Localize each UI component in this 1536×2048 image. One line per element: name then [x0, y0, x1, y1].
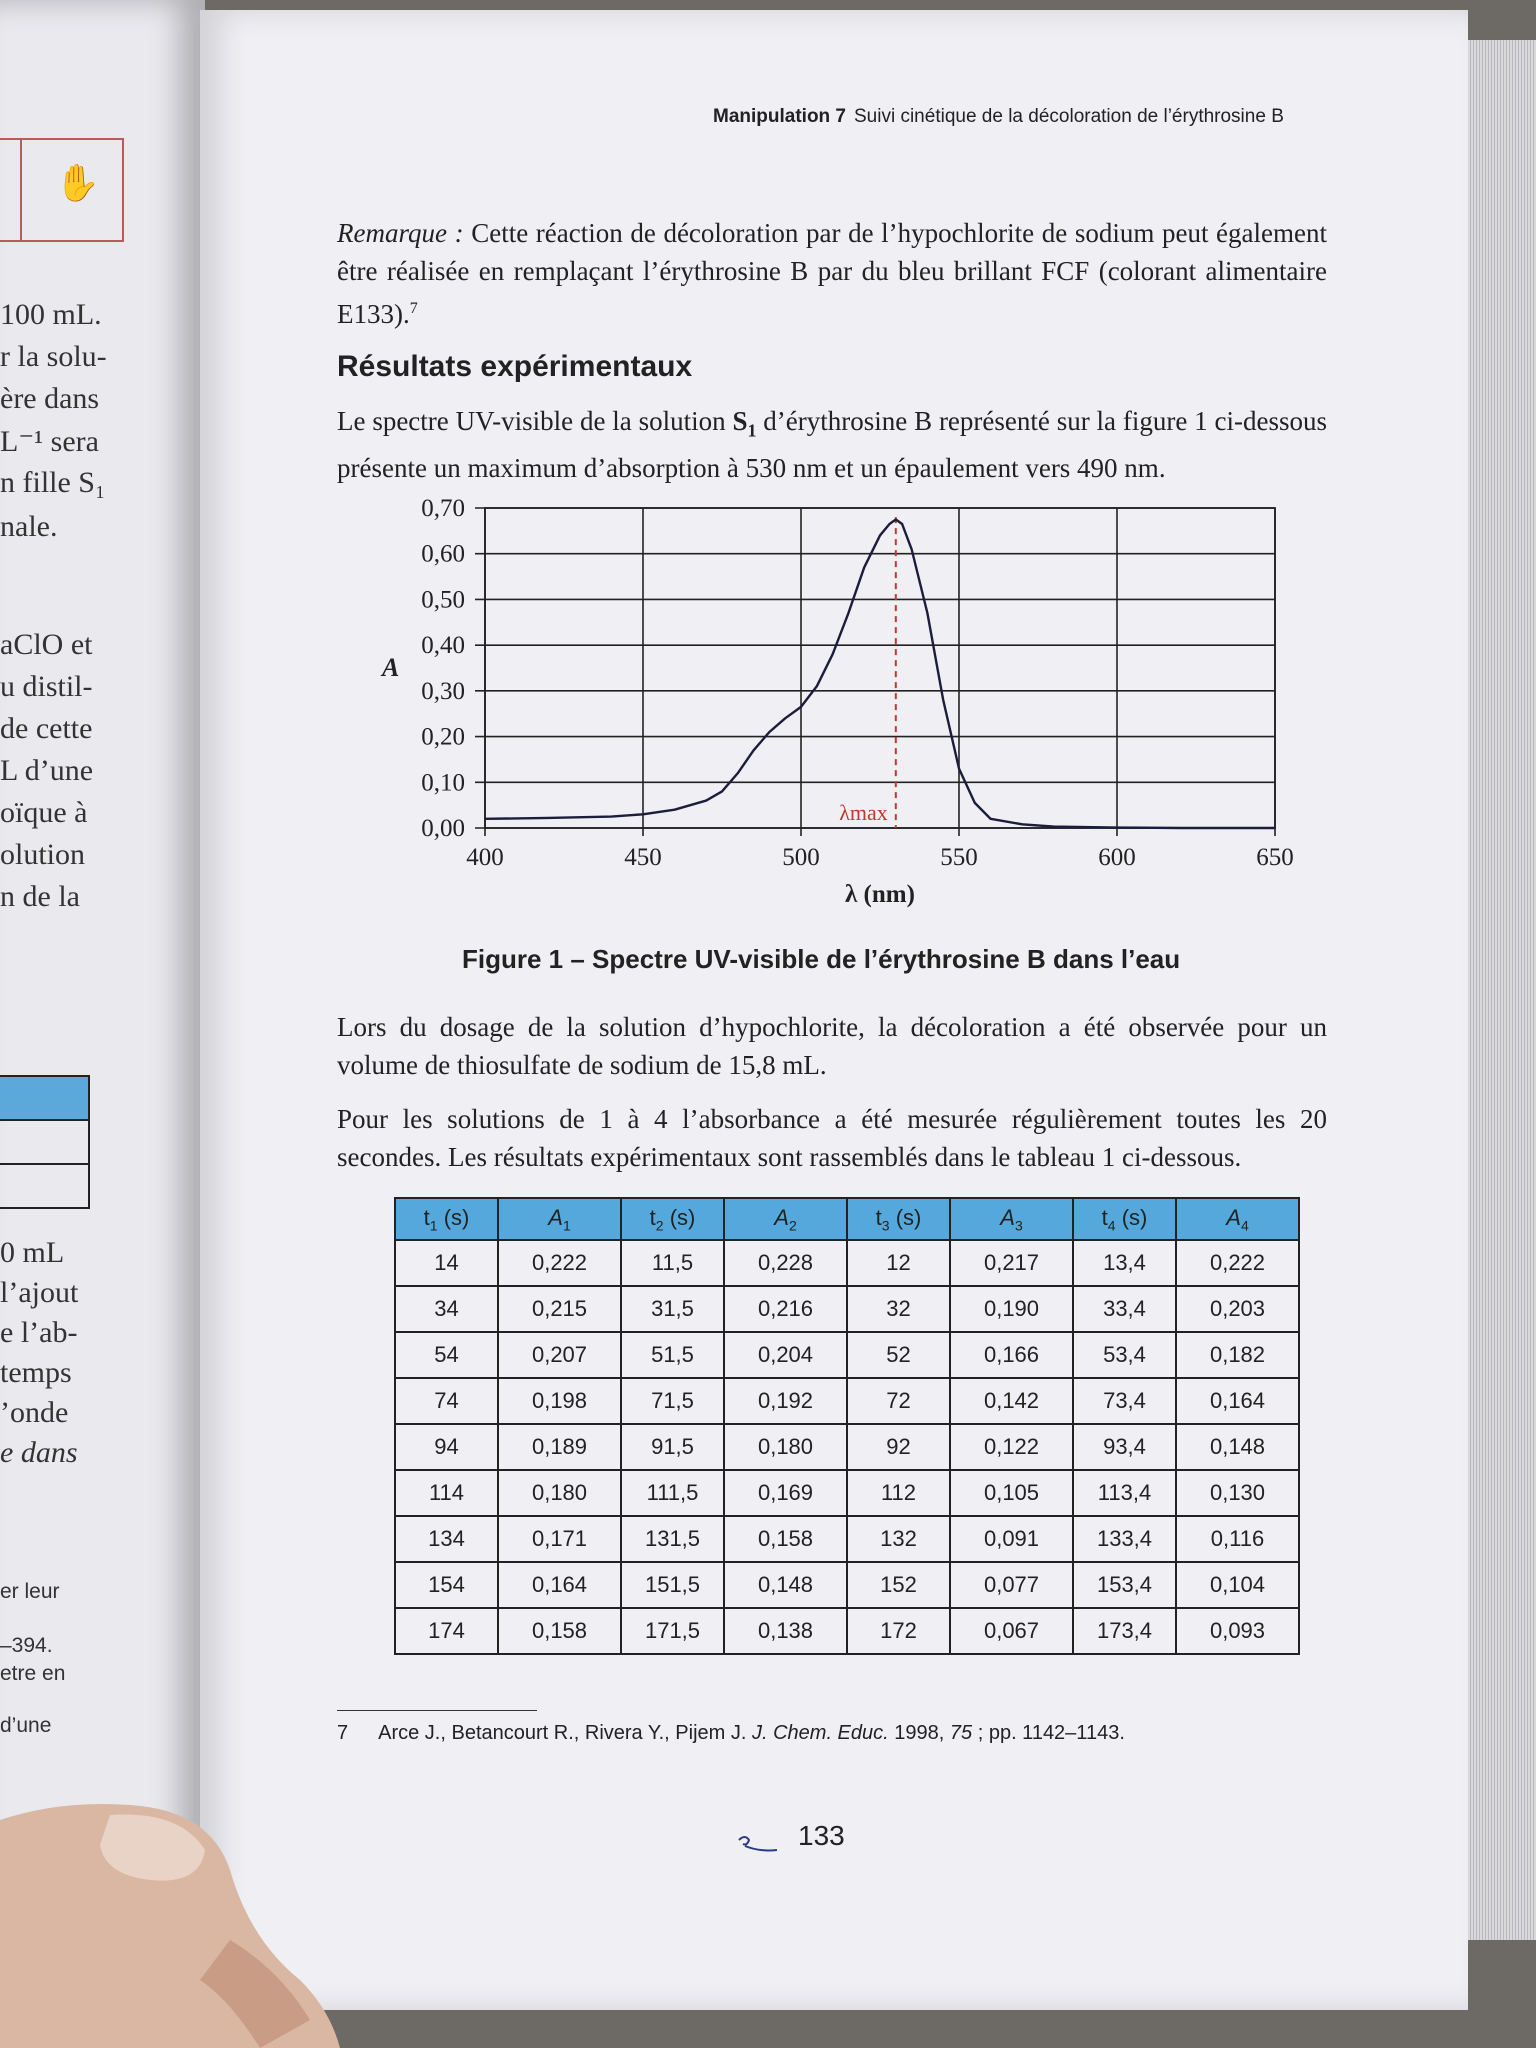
table-cell: 0,148 — [1176, 1424, 1299, 1470]
table-cell: 0,222 — [1176, 1240, 1299, 1286]
y-tick-label: 0,10 — [421, 769, 465, 797]
paragraph-absorbance: Pour les solutions de 1 à 4 l’absorbance a été mesurée régulièrement toutes les 20 secondes. Les résultats expérimentaux sont rassemblés dans le tableau 1 ci-dessous. — [337, 1104, 1327, 1172]
table-cell: 94 — [395, 1424, 498, 1470]
table-cell: 0,222 — [498, 1240, 621, 1286]
left-page-footnote-line: d’une — [0, 1714, 52, 1737]
table-cell: 0,204 — [724, 1332, 847, 1378]
left-page-line: aClO et — [0, 628, 93, 661]
table-cell: 153,4 — [1073, 1562, 1176, 1608]
left-page-table-fragment — [0, 1075, 90, 1209]
y-axis-label: A — [382, 653, 400, 682]
table-cell: 173,4 — [1073, 1608, 1176, 1654]
table-cell: 114 — [395, 1470, 498, 1516]
table-cell: 0,091 — [950, 1516, 1073, 1562]
table-cell: 0,217 — [950, 1240, 1073, 1286]
table-cell: 0,180 — [498, 1470, 621, 1516]
table-cell: 133,4 — [1073, 1516, 1176, 1562]
table-cell: 0,142 — [950, 1378, 1073, 1424]
footnote-volume: 75 — [949, 1722, 973, 1744]
results-table — [394, 1197, 1300, 1655]
paragraph-dosage: Lors du dosage de la solution d’hypochlorite, la décoloration a été observée pour un volume de thiosulfate de sodium de 15,8 mL. — [337, 1012, 1327, 1080]
intro-paragraph — [337, 402, 1327, 487]
table-cell: 0,192 — [724, 1378, 847, 1424]
table-cell: 93,4 — [1073, 1424, 1176, 1470]
table-cell: 0,105 — [950, 1470, 1073, 1516]
left-page-line: de cette — [0, 712, 93, 745]
left-page-line: l’ajout — [0, 1276, 79, 1309]
table-cell: 0,190 — [950, 1286, 1073, 1332]
x-axis-label: λ (nm) — [845, 881, 915, 908]
table-body — [395, 1240, 1299, 1654]
intro-sample: $S_1$ — [732, 406, 757, 441]
left-page-line: n fille S₁ — [0, 466, 106, 499]
table-row — [395, 1562, 1299, 1608]
table-cell: 32 — [847, 1286, 950, 1332]
table-cell: 0,077 — [950, 1562, 1073, 1608]
page-number: 133 — [798, 1820, 845, 1851]
x-tick-label: 550 — [940, 844, 978, 871]
table-cell: 0,198 — [498, 1378, 621, 1424]
table-cell: 171,5 — [621, 1608, 724, 1654]
x-tick-label: 500 — [782, 844, 820, 871]
table-header-cell: $A_2$ — [724, 1198, 847, 1240]
footnote-rule — [337, 1710, 537, 1711]
table-cell: 0,158 — [498, 1608, 621, 1654]
table-cell: 72 — [847, 1378, 950, 1424]
table-header-cell: $A_1$ — [498, 1198, 621, 1240]
table-cell: 134 — [395, 1516, 498, 1562]
table-cell: 91,5 — [621, 1424, 724, 1470]
thumb — [0, 1780, 340, 2048]
left-page-footnote-line: er leur — [0, 1580, 60, 1603]
footnote — [337, 1722, 1125, 1745]
table-cell: 92 — [847, 1424, 950, 1470]
y-tick-label: 0,30 — [421, 677, 465, 705]
table-cell: 0,158 — [724, 1516, 847, 1562]
table-cell: 34 — [395, 1286, 498, 1332]
table-row — [395, 1470, 1299, 1516]
table-row — [395, 1608, 1299, 1654]
table-cell: 11,5 — [621, 1240, 724, 1286]
footnote-pages: ; pp. 1142–1143. — [977, 1722, 1125, 1744]
table-header-cell: $A_4$ — [1176, 1198, 1299, 1240]
table-row — [395, 1240, 1299, 1286]
left-page-line: L d’une — [0, 754, 94, 787]
table-cell: 0,067 — [950, 1608, 1073, 1654]
table-cell: 0,104 — [1176, 1562, 1299, 1608]
table-cell: 0,171 — [498, 1516, 621, 1562]
table-header-row — [395, 1198, 1299, 1240]
remarque-text: Cette réaction de décoloration par de l’hypochlorite de sodium peut également être réalisée en remplaçant l’érythrosine B par du bleu brillant FCF (colorant alimentaire E133). — [337, 218, 1328, 329]
intro-after: d’érythrosine B représenté sur la figure 1 ci-dessous présente un maximum d’absorption à 530 nm et un épaulement vers 490 nm. — [337, 406, 1327, 484]
x-tick-label: 400 — [466, 844, 504, 871]
header-title: Suivi cinétique de la décoloration de l’érythrosine B — [854, 106, 1284, 127]
left-page — [0, 0, 205, 2048]
table-cell: 52 — [847, 1332, 950, 1378]
table-cell: 0,180 — [724, 1424, 847, 1470]
table-cell: 112 — [847, 1470, 950, 1516]
remarque-paragraph — [337, 214, 1327, 333]
running-header — [713, 106, 1284, 128]
table-row — [395, 1516, 1299, 1562]
table-cell: 152 — [847, 1562, 950, 1608]
table-cell: 0,116 — [1176, 1516, 1299, 1562]
table-cell: 0,148 — [724, 1562, 847, 1608]
left-page-line: nale. — [0, 510, 58, 543]
table-cell: 0,122 — [950, 1424, 1073, 1470]
table-cell: 0,207 — [498, 1332, 621, 1378]
left-page-line: r la solu- — [0, 340, 107, 373]
left-page-line: oïque à — [0, 796, 88, 829]
table-row — [395, 1286, 1299, 1332]
table-header-cell: $t_3$ (s) — [847, 1198, 950, 1240]
hand-icon: ✋ — [55, 163, 100, 203]
table-cell: 0,164 — [498, 1562, 621, 1608]
table-cell: 14 — [395, 1240, 498, 1286]
lambda-max-label: λmax — [839, 800, 888, 825]
table-cell: 74 — [395, 1378, 498, 1424]
left-page-line: u distil- — [0, 670, 93, 703]
table-row — [395, 1332, 1299, 1378]
pen-mark — [735, 1832, 780, 1854]
table-cell: 71,5 — [621, 1378, 724, 1424]
y-tick-label: 0,60 — [421, 540, 465, 568]
y-tick-label: 0,20 — [421, 723, 465, 751]
plot-frame — [485, 508, 1275, 828]
table-cell: 172 — [847, 1608, 950, 1654]
left-page-line: e dans — [0, 1436, 78, 1469]
x-tick-label: 650 — [1256, 844, 1294, 871]
table-cell: 0,166 — [950, 1332, 1073, 1378]
left-page-line: 0 mL — [0, 1236, 65, 1269]
table-cell: 54 — [395, 1332, 498, 1378]
left-page-line: ’onde — [0, 1396, 69, 1429]
left-page-line: L⁻¹ sera — [0, 425, 99, 458]
table-cell: 12 — [847, 1240, 950, 1286]
left-page-line: e l’ab- — [0, 1316, 78, 1349]
table-cell: 0,164 — [1176, 1378, 1299, 1424]
left-page-line: temps — [0, 1356, 72, 1389]
table-cell: 0,138 — [724, 1608, 847, 1654]
header-manipulation: Manipulation 7 — [713, 106, 846, 127]
table-cell: 0,093 — [1176, 1608, 1299, 1654]
table-cell: 13,4 — [1073, 1240, 1176, 1286]
table-cell: 0,169 — [724, 1470, 847, 1516]
left-page-footnote-line: –394. — [0, 1634, 53, 1657]
table-cell: 113,4 — [1073, 1470, 1176, 1516]
table-cell: 0,130 — [1176, 1470, 1299, 1516]
footnote-authors: Arce J., Betancourt R., Rivera Y., Pijem J. — [378, 1722, 747, 1744]
figure-caption: Figure 1 – Spectre UV-visible de l’érythrosine B dans l’eau — [462, 944, 1181, 974]
table-cell: 0,228 — [724, 1240, 847, 1286]
table-cell: 111,5 — [621, 1470, 724, 1516]
x-tick-label: 600 — [1098, 844, 1136, 871]
footnote-year: 1998, — [894, 1722, 945, 1744]
left-page-footnote-line: etre en — [0, 1662, 66, 1685]
table-row — [395, 1424, 1299, 1470]
y-tick-label: 0,70 — [421, 495, 465, 522]
left-page-line: n de la — [0, 880, 80, 913]
table-cell: 0,189 — [498, 1424, 621, 1470]
table-cell: 53,4 — [1073, 1332, 1176, 1378]
table-cell: 132 — [847, 1516, 950, 1562]
table-row — [395, 1378, 1299, 1424]
left-page-hazard-box — [0, 138, 124, 242]
table-cell: 0,215 — [498, 1286, 621, 1332]
table-cell: 154 — [395, 1562, 498, 1608]
table-header-cell: $A_3$ — [950, 1198, 1073, 1240]
table-header-cell: $t_1$ (s) — [395, 1198, 498, 1240]
left-page-line: 100 mL. — [0, 298, 102, 331]
table-cell: 0,216 — [724, 1286, 847, 1332]
footnote-number: 7 — [337, 1722, 349, 1744]
y-tick-label: 0,40 — [421, 632, 465, 660]
x-tick-label: 450 — [624, 844, 662, 871]
table-cell: 73,4 — [1073, 1378, 1176, 1424]
left-page-line: ère dans — [0, 382, 100, 415]
table-header-cell: $t_2$ (s) — [621, 1198, 724, 1240]
table-cell: 0,182 — [1176, 1332, 1299, 1378]
table-cell: 33,4 — [1073, 1286, 1176, 1332]
table-header-cell: $t_4$ (s) — [1073, 1198, 1176, 1240]
table-cell: 31,5 — [621, 1286, 724, 1332]
remarque-footnote-ref: 7 — [409, 300, 418, 317]
page-edges — [1462, 40, 1536, 1940]
footnote-journal: J. Chem. Educ. — [751, 1722, 889, 1744]
table-cell: 51,5 — [621, 1332, 724, 1378]
spectrum-chart — [340, 490, 1300, 920]
section-title: Résultats expérimentaux — [337, 350, 693, 383]
table-cell: 0,203 — [1176, 1286, 1299, 1332]
table-cell: 151,5 — [621, 1562, 724, 1608]
y-tick-label: 0,00 — [421, 815, 465, 842]
y-tick-label: 0,50 — [421, 586, 465, 614]
intro-before: Le spectre UV-visible de la solution — [337, 406, 733, 436]
remarque-label: Remarque : — [337, 218, 464, 248]
table-cell: 131,5 — [621, 1516, 724, 1562]
table-cell: 174 — [395, 1608, 498, 1654]
left-page-line: olution — [0, 838, 86, 871]
